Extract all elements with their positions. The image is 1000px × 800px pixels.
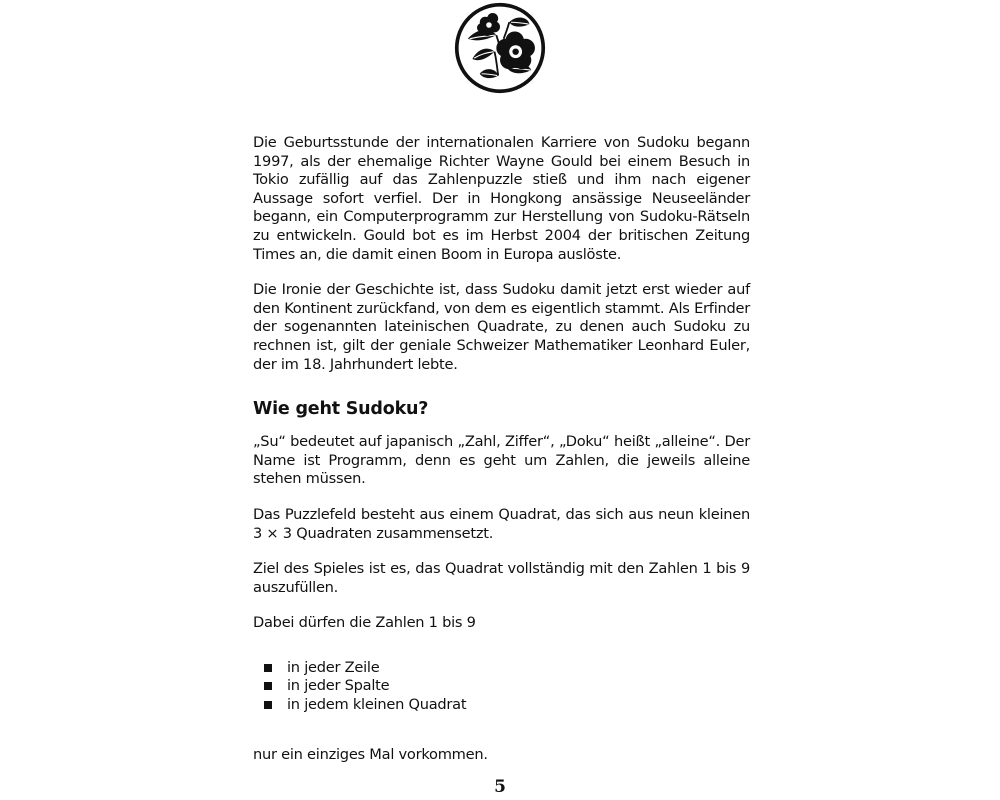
section-heading: Wie geht Sudoku? (253, 399, 429, 420)
rule-text: in jeder Spalte (287, 677, 390, 695)
rule-text: in jedem kleinen Quadrat (287, 696, 467, 714)
closing-paragraph: nur ein einziges Mal vorkommen. (253, 745, 488, 763)
list-item (253, 696, 750, 715)
rules-list (253, 659, 750, 715)
history-paragraph: Die Ironie der Geschichte ist, dass Sudoku damit jetzt erst wieder auf den Kontinent zurückfand, von dem es eigentlich stammt. Als Erfinder der sogenannten lateinischen Quadrate, zu denen auch Sudoku zu rechnen ist, gilt der geniale Schweizer Mathematiker Leonhard Euler, der im 18. Jahrhundert lebte. (253, 281, 750, 373)
list-item (253, 659, 750, 678)
square-bullet-icon (264, 664, 272, 672)
page-number: 5 (494, 777, 506, 797)
floral-crest-icon (454, 2, 546, 94)
goal-paragraph: Ziel des Spieles ist es, das Quadrat vollständig mit den Zahlen 1 bis 9 auszufüllen. (253, 560, 750, 596)
intro-paragraph: Die Geburtsstunde der internationalen Karriere von Sudoku begann 1997, als der ehemalige Richter Wayne Gould bei einem Besuch in Tokio zufällig auf das Zahlenpuzzle stieß und ihm nach eigener Aussage sofort verfiel. Der in Hongkong ansässige Neuseeländer begann, ein Computerprogramm zur Herstellung von Sudoku-Rätseln zu entwickeln. Gould bot es im Herbst 2004 der britischen Zeitung Times an, die damit einen Boom in Europa auslöste. (253, 134, 750, 263)
list-item (253, 677, 750, 696)
text-body (253, 134, 750, 764)
grid-description-paragraph: Das Puzzlefeld besteht aus einem Quadrat, das sich aus neun kleinen 3 × 3 Quadraten zusammensetzt. (253, 505, 750, 542)
name-meaning-paragraph: „Su“ bedeutet auf japanisch „Zahl, Ziffer“, „Doku“ heißt „alleine“. Der Name ist Programm, denn es geht um Zahlen, die jeweils alleine stehen müssen. (253, 433, 750, 488)
rule-intro-paragraph: Dabei dürfen die Zahlen 1 bis 9 (253, 614, 476, 632)
rule-text: in jeder Zeile (287, 658, 380, 676)
square-bullet-icon (264, 701, 272, 709)
square-bullet-icon (264, 682, 272, 690)
